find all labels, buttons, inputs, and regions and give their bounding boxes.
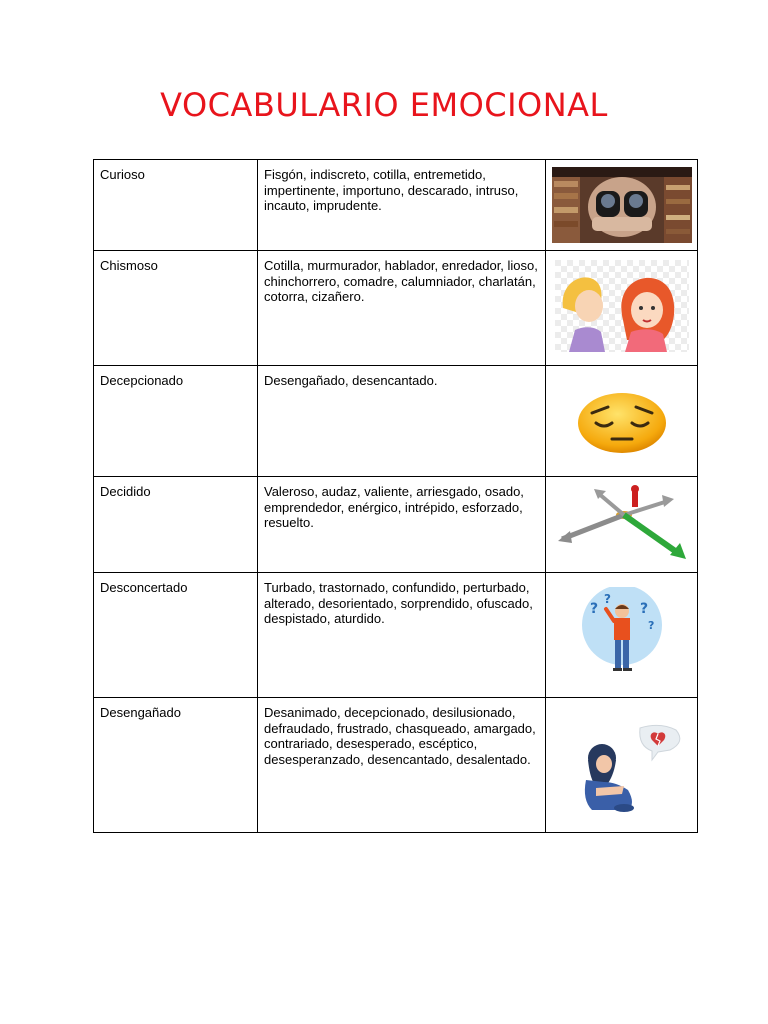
synonyms-cell: Cotilla, murmurador, hablador, enredador, lioso, chinchorrero, comadre, calumniador, charlatán, cotorra, cizañero. (258, 251, 546, 366)
sad-woman-icon (562, 720, 682, 820)
vocabulary-table (93, 159, 698, 833)
synonyms-cell: Fisgón, indiscreto, cotilla, entremetido, impertinente, importuno, descarado, intruso, incauto, imprudente. (258, 160, 546, 251)
table-row (94, 160, 698, 251)
image-cell (546, 366, 698, 477)
svg-text:?: ? (647, 619, 654, 632)
synonyms-cell: Turbado, trastornado, confundido, perturbado, alterado, desorientado, sorprendido, ofuscado, despistado, aturdido. (258, 573, 546, 698)
word-cell: Decidido (94, 477, 258, 573)
image-cell (546, 251, 698, 366)
word-cell: Decepcionado (94, 366, 258, 477)
svg-text:?: ? (603, 592, 611, 606)
word-cell: Desconcertado (94, 573, 258, 698)
table-row (94, 366, 698, 477)
table-row (94, 698, 698, 833)
synonyms-cell: Desengañado, desencantado. (258, 366, 546, 477)
synonyms-cell: Valeroso, audaz, valiente, arriesgado, osado, emprendedor, enérgico, intrépido, esforzado, resuelto. (258, 477, 546, 573)
binoculars-photo-icon (552, 167, 692, 243)
word-cell: Curioso (94, 160, 258, 251)
table-row (94, 477, 698, 573)
image-cell (546, 160, 698, 251)
svg-text:?: ? (589, 601, 598, 617)
image-cell (546, 477, 698, 573)
gossip-illustration-icon (555, 260, 689, 352)
disappointed-face-icon (566, 371, 678, 471)
synonyms-cell: Desanimado, decepcionado, desilusionado, defraudado, frustrado, chasqueado, amargado, contrariado, desesperado, escéptico, desesperanzado, desencantado, desalentado. (258, 698, 546, 833)
image-cell (546, 573, 698, 698)
page-title: VOCABULARIO EMOCIONAL (160, 86, 608, 124)
word-cell: Desengañado (94, 698, 258, 833)
crossroads-arrows-icon (552, 481, 692, 569)
confused-man-icon (572, 587, 672, 683)
table-row (94, 251, 698, 366)
table-row (94, 573, 698, 698)
svg-text:?: ? (639, 601, 648, 617)
word-cell: Chismoso (94, 251, 258, 366)
image-cell (546, 698, 698, 833)
